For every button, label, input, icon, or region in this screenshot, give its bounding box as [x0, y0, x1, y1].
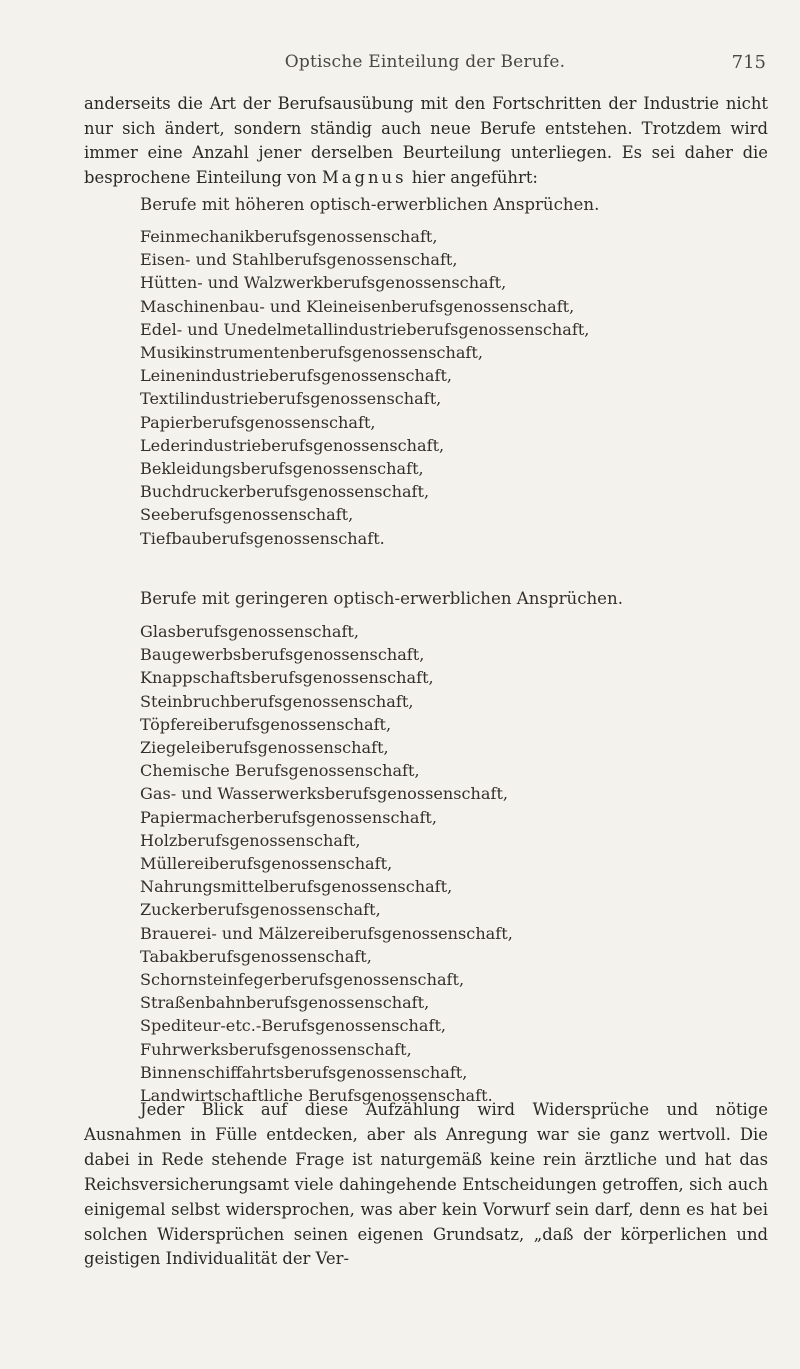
- list-item: Tiefbauberufsgenossenschaft.: [140, 528, 385, 548]
- list-item: Steinbruchberufsgenossenschaft,: [140, 691, 414, 711]
- list-item: Zuckerberufsgenossenschaft,: [140, 900, 381, 920]
- list-item: Brauerei- und Mälzereiberufsgenossenschaft,: [140, 923, 513, 943]
- list-item: Papiermacherberufsgenossenschaft,: [140, 807, 437, 827]
- list-higher-demands: [140, 225, 589, 550]
- list-item: Schornsteinfegerberufsgenossenschaft,: [140, 970, 465, 990]
- intro-text-before-name: anderseits die Art der Berufsausübung mit den Fortschritten der Industrie nicht nur sich ändert, sondern ständig auch neue Berufe entstehen. Trotzdem wird immer eine Anzahl jener derselben Beurteilung unterliegen. Es sei daher die besprochene Einteilung von: [84, 94, 768, 187]
- list-item: Spediteur-etc.-Berufsgenossenschaft,: [140, 1016, 447, 1036]
- list-item: Textilindustrieberufsgenossenschaft,: [140, 389, 442, 409]
- list-item: Papierberufsgenossenschaft,: [140, 412, 376, 432]
- list-item: Chemische Berufsgenossenschaft,: [140, 761, 420, 781]
- list-item: Edel- und Unedelmetallindustrieberufsgenossenschaft,: [140, 319, 590, 339]
- list-item: Musikinstrumentenberufsgenossenschaft,: [140, 343, 483, 363]
- list-item: Leinenindustrieberufsgenossenschaft,: [140, 366, 453, 386]
- author-name: Magnus: [321, 167, 407, 187]
- list-lower-demands: [140, 620, 513, 1107]
- list-item: Holzberufsgenossenschaft,: [140, 830, 361, 850]
- list-item: Feinmechanikberufsgenossenschaft,: [140, 227, 438, 246]
- section-heading-higher-demands: Berufe mit höheren optisch-erwerblichen Ansprüchen.: [140, 195, 600, 214]
- list-item: Lederindustrieberufsgenossenschaft,: [140, 435, 445, 455]
- running-head: [84, 52, 766, 80]
- list-item: Buchdruckerberufsgenossenschaft,: [140, 482, 430, 502]
- page-number: 715: [731, 52, 766, 73]
- closing-paragraph: [84, 1098, 768, 1272]
- list-item: Glasberufsgenossenschaft,: [140, 622, 360, 641]
- list-item: Müllereiberufsgenossenschaft,: [140, 854, 393, 874]
- list-item: Nahrungsmittelberufsgenossenschaft,: [140, 877, 453, 897]
- closing-text: Jeder Blick auf diese Aufzählung wird Widersprüche und nötige Ausnahmen in Fülle entdecken, aber als Anregung war sie ganz wertvoll. Die dabei in Rede stehende Frage ist naturgemäß keine rein ärztliche und hat das Reichsversicherungsamt viele dahingehende Entscheidungen getroffen, sich auch einigemal selbst widersprochen, was aber kein Vorwurf sein darf, denn es hat bei solchen Widersprüchen seinen eigenen Grundsatz, „daß der körperlichen und geistigen Individualität der Ver-: [84, 1100, 768, 1269]
- list-item: Landwirtschaftliche Berufsgenossenschaft.: [140, 1086, 493, 1106]
- section-heading-lower-demands: Berufe mit geringeren optisch-erwerblichen Ansprüchen.: [140, 589, 623, 608]
- list-item: Hütten- und Walzwerkberufsgenossenschaft,: [140, 273, 507, 293]
- list-item: Binnenschiffahrtsberufsgenossenschaft,: [140, 1062, 468, 1082]
- list-item: Ziegeleiberufsgenossenschaft,: [140, 738, 389, 758]
- list-item: Straßenbahnberufsgenossenschaft,: [140, 993, 430, 1013]
- running-title: Optische Einteilung der Berufe.: [284, 52, 566, 72]
- list-item: Eisen- und Stahlberufsgenossenschaft,: [140, 250, 458, 270]
- intro-paragraph: [84, 92, 768, 190]
- list-item: Töpfereiberufsgenossenschaft,: [140, 714, 392, 734]
- intro-text-after-name: hier angeführt:: [406, 167, 538, 187]
- list-item: Maschinenbau- und Kleineisenberufsgenossenschaft,: [140, 296, 575, 316]
- list-item: Knappschaftsberufsgenossenschaft,: [140, 668, 434, 688]
- list-item: Bekleidungsberufsgenossenschaft,: [140, 459, 424, 479]
- list-item: Seeberufsgenossenschaft,: [140, 505, 354, 525]
- list-item: Gas- und Wasserwerksberufsgenossenschaft,: [140, 784, 509, 804]
- list-item: Tabakberufsgenossenschaft,: [140, 946, 372, 966]
- list-item: Baugewerbsberufsgenossenschaft,: [140, 645, 425, 665]
- list-item: Fuhrwerksberufsgenossenschaft,: [140, 1039, 412, 1059]
